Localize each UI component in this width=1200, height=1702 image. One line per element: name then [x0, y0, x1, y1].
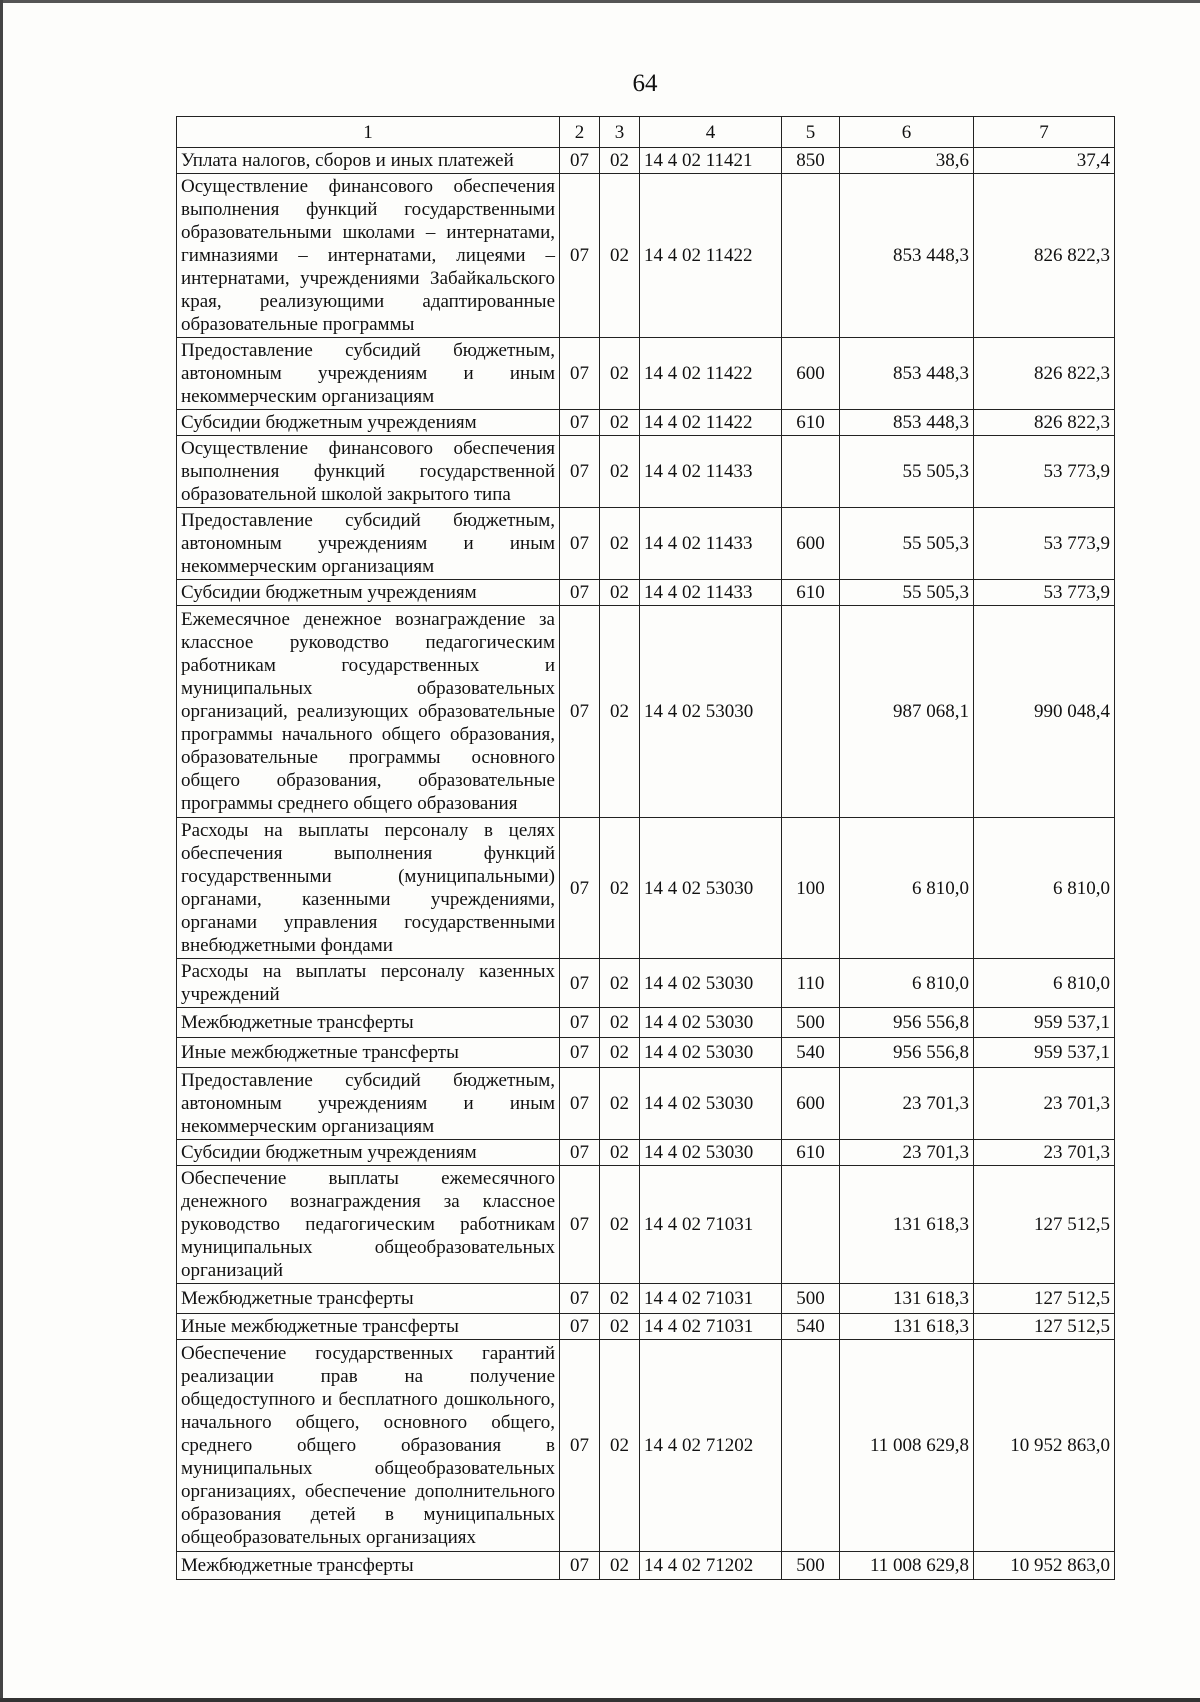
table-row — [177, 174, 1115, 338]
budget-table — [176, 116, 1115, 1580]
row-section: 07 — [560, 148, 600, 174]
table-row — [177, 436, 1115, 508]
header-row — [177, 117, 1115, 148]
row-expense-type: 610 — [782, 1140, 840, 1166]
row-amount-year-2: 990 048,4 — [974, 606, 1115, 818]
row-name: Субсидии бюджетным учреждениям — [177, 410, 560, 436]
row-name: Предоставление субсидий бюджетным, автономным учреждениям и иным некоммерческим организациям — [177, 508, 560, 580]
table-row — [177, 148, 1115, 174]
row-section: 07 — [560, 174, 600, 338]
row-amount-year-2: 826 822,3 — [974, 410, 1115, 436]
row-amount-year-2: 53 773,9 — [974, 436, 1115, 508]
row-expense-type: 500 — [782, 1008, 840, 1038]
row-subsection: 02 — [600, 1166, 640, 1284]
row-target-code: 14 4 02 53030 — [640, 818, 782, 959]
table-row — [177, 1552, 1115, 1580]
row-amount-year-1: 11 008 629,8 — [840, 1340, 974, 1552]
row-section: 07 — [560, 959, 600, 1008]
row-subsection: 02 — [600, 959, 640, 1008]
row-section: 07 — [560, 1314, 600, 1340]
row-name: Предоставление субсидий бюджетным, автономным учреждениям и иным некоммерческим организациям — [177, 338, 560, 410]
table-row — [177, 410, 1115, 436]
row-expense-type — [782, 606, 840, 818]
row-amount-year-2: 826 822,3 — [974, 174, 1115, 338]
row-amount-year-1: 853 448,3 — [840, 174, 974, 338]
row-name: Межбюджетные трансферты — [177, 1552, 560, 1580]
row-amount-year-1: 131 618,3 — [840, 1166, 974, 1284]
row-target-code: 14 4 02 53030 — [640, 1068, 782, 1140]
row-amount-year-2: 826 822,3 — [974, 338, 1115, 410]
row-amount-year-2: 6 810,0 — [974, 818, 1115, 959]
row-expense-type — [782, 436, 840, 508]
row-name: Осуществление финансового обеспечения выполнения функций государственными образовательными школами – интернатами, гимназиями – интернатами, лицеями – интернатами, учреждениями Забайкальского края, реализующими адаптированные образовательные программы — [177, 174, 560, 338]
row-subsection: 02 — [600, 1140, 640, 1166]
row-section: 07 — [560, 1038, 600, 1068]
header-col-7: 7 — [974, 117, 1115, 148]
row-amount-year-2: 959 537,1 — [974, 1008, 1115, 1038]
table-row — [177, 508, 1115, 580]
row-amount-year-1: 38,6 — [840, 148, 974, 174]
row-amount-year-2: 53 773,9 — [974, 580, 1115, 606]
row-amount-year-1: 131 618,3 — [840, 1284, 974, 1314]
row-target-code: 14 4 02 53030 — [640, 1038, 782, 1068]
scan-border-top — [0, 0, 1200, 3]
row-amount-year-1: 987 068,1 — [840, 606, 974, 818]
row-amount-year-1: 853 448,3 — [840, 410, 974, 436]
row-expense-type: 540 — [782, 1038, 840, 1068]
row-subsection: 02 — [600, 606, 640, 818]
row-subsection: 02 — [600, 338, 640, 410]
row-expense-type — [782, 174, 840, 338]
row-expense-type: 500 — [782, 1284, 840, 1314]
row-amount-year-1: 55 505,3 — [840, 580, 974, 606]
row-expense-type: 100 — [782, 818, 840, 959]
table-row — [177, 338, 1115, 410]
row-amount-year-2: 127 512,5 — [974, 1314, 1115, 1340]
row-amount-year-2: 127 512,5 — [974, 1166, 1115, 1284]
row-subsection: 02 — [600, 818, 640, 959]
table-row — [177, 1340, 1115, 1552]
table-row — [177, 1008, 1115, 1038]
row-name: Уплата налогов, сборов и иных платежей — [177, 148, 560, 174]
table-row — [177, 1068, 1115, 1140]
row-amount-year-2: 6 810,0 — [974, 959, 1115, 1008]
row-name: Обеспечение выплаты ежемесячного денежного вознаграждения за классное руководство педагогическим работникам муниципальных общеобразовательных организаций — [177, 1166, 560, 1284]
row-expense-type: 540 — [782, 1314, 840, 1340]
row-subsection: 02 — [600, 1284, 640, 1314]
row-subsection: 02 — [600, 410, 640, 436]
row-target-code: 14 4 02 11422 — [640, 338, 782, 410]
row-target-code: 14 4 02 71202 — [640, 1552, 782, 1580]
row-target-code: 14 4 02 11433 — [640, 508, 782, 580]
row-expense-type — [782, 1340, 840, 1552]
row-name: Иные межбюджетные трансферты — [177, 1314, 560, 1340]
row-name: Ежемесячное денежное вознаграждение за классное руководство педагогическим работникам государственных и муниципальных образовательных организаций, реализующих образовательные программы начального общего образования, образовательные программы основного общего образования, образовательные программы среднего общего образования — [177, 606, 560, 818]
table-row — [177, 1284, 1115, 1314]
row-subsection: 02 — [600, 1008, 640, 1038]
row-section: 07 — [560, 818, 600, 959]
row-amount-year-2: 10 952 863,0 — [974, 1552, 1115, 1580]
row-expense-type: 500 — [782, 1552, 840, 1580]
row-subsection: 02 — [600, 1552, 640, 1580]
row-amount-year-1: 853 448,3 — [840, 338, 974, 410]
row-target-code: 14 4 02 71031 — [640, 1284, 782, 1314]
row-name: Межбюджетные трансферты — [177, 1284, 560, 1314]
row-amount-year-1: 6 810,0 — [840, 818, 974, 959]
row-amount-year-1: 11 008 629,8 — [840, 1552, 974, 1580]
row-target-code: 14 4 02 11422 — [640, 410, 782, 436]
row-name: Обеспечение государственных гарантий реализации прав на получение общедоступного и бесплатного дошкольного, начального общего, основного общего, среднего общего образования в муниципальных общеобразовательных организациях, обеспечение дополнительного образования детей в муниципальных общеобразовательных организациях — [177, 1340, 560, 1552]
row-target-code: 14 4 02 71031 — [640, 1166, 782, 1284]
row-name: Расходы на выплаты персоналу казенных учреждений — [177, 959, 560, 1008]
row-section: 07 — [560, 1166, 600, 1284]
table-header — [177, 117, 1115, 148]
table-row — [177, 1314, 1115, 1340]
row-section: 07 — [560, 1552, 600, 1580]
row-target-code: 14 4 02 11433 — [640, 580, 782, 606]
row-amount-year-1: 956 556,8 — [840, 1038, 974, 1068]
row-subsection: 02 — [600, 1314, 640, 1340]
row-target-code: 14 4 02 71202 — [640, 1340, 782, 1552]
row-name: Иные межбюджетные трансферты — [177, 1038, 560, 1068]
scan-border-left — [0, 0, 3, 1702]
row-target-code: 14 4 02 53030 — [640, 1140, 782, 1166]
row-expense-type — [782, 1166, 840, 1284]
row-target-code: 14 4 02 71031 — [640, 1314, 782, 1340]
row-target-code: 14 4 02 11421 — [640, 148, 782, 174]
row-expense-type: 600 — [782, 1068, 840, 1140]
row-subsection: 02 — [600, 1068, 640, 1140]
row-amount-year-1: 55 505,3 — [840, 436, 974, 508]
row-amount-year-1: 23 701,3 — [840, 1140, 974, 1166]
table-row — [177, 818, 1115, 959]
row-name: Субсидии бюджетным учреждениям — [177, 1140, 560, 1166]
row-section: 07 — [560, 1284, 600, 1314]
header-col-6: 6 — [840, 117, 974, 148]
row-amount-year-2: 23 701,3 — [974, 1068, 1115, 1140]
table-row — [177, 606, 1115, 818]
row-subsection: 02 — [600, 1340, 640, 1552]
row-target-code: 14 4 02 53030 — [640, 1008, 782, 1038]
row-amount-year-2: 37,4 — [974, 148, 1115, 174]
table-body — [177, 148, 1115, 1580]
row-section: 07 — [560, 1068, 600, 1140]
row-name: Субсидии бюджетным учреждениям — [177, 580, 560, 606]
row-expense-type: 610 — [782, 410, 840, 436]
row-target-code: 14 4 02 53030 — [640, 959, 782, 1008]
table-row — [177, 1038, 1115, 1068]
row-amount-year-1: 55 505,3 — [840, 508, 974, 580]
table-row — [177, 959, 1115, 1008]
row-expense-type: 600 — [782, 338, 840, 410]
row-section: 07 — [560, 436, 600, 508]
row-section: 07 — [560, 338, 600, 410]
row-expense-type: 610 — [782, 580, 840, 606]
row-section: 07 — [560, 606, 600, 818]
row-amount-year-2: 23 701,3 — [974, 1140, 1115, 1166]
table-row — [177, 1140, 1115, 1166]
row-name: Расходы на выплаты персоналу в целях обеспечения выполнения функций государственными (муниципальными) органами, казенными учреждениями, органами управления государственными внебюджетными фондами — [177, 818, 560, 959]
row-amount-year-2: 959 537,1 — [974, 1038, 1115, 1068]
row-section: 07 — [560, 1340, 600, 1552]
row-amount-year-1: 956 556,8 — [840, 1008, 974, 1038]
row-section: 07 — [560, 1140, 600, 1166]
row-section: 07 — [560, 508, 600, 580]
row-subsection: 02 — [600, 580, 640, 606]
row-section: 07 — [560, 1008, 600, 1038]
row-subsection: 02 — [600, 508, 640, 580]
row-expense-type: 850 — [782, 148, 840, 174]
header-col-4: 4 — [640, 117, 782, 148]
header-col-5: 5 — [782, 117, 840, 148]
row-expense-type: 110 — [782, 959, 840, 1008]
row-amount-year-2: 127 512,5 — [974, 1284, 1115, 1314]
row-subsection: 02 — [600, 1038, 640, 1068]
row-amount-year-2: 10 952 863,0 — [974, 1340, 1115, 1552]
row-name: Предоставление субсидий бюджетным, автономным учреждениям и иным некоммерческим организациям — [177, 1068, 560, 1140]
table-row — [177, 1166, 1115, 1284]
row-amount-year-1: 131 618,3 — [840, 1314, 974, 1340]
header-col-2: 2 — [560, 117, 600, 148]
row-amount-year-1: 23 701,3 — [840, 1068, 974, 1140]
row-amount-year-2: 53 773,9 — [974, 508, 1115, 580]
row-subsection: 02 — [600, 148, 640, 174]
header-col-3: 3 — [600, 117, 640, 148]
row-name: Осуществление финансового обеспечения выполнения функций государственной образовательной школой закрытого типа — [177, 436, 560, 508]
scan-border-bottom — [0, 1698, 1200, 1702]
row-name: Межбюджетные трансферты — [177, 1008, 560, 1038]
table-row — [177, 580, 1115, 606]
row-section: 07 — [560, 410, 600, 436]
row-subsection: 02 — [600, 174, 640, 338]
row-amount-year-1: 6 810,0 — [840, 959, 974, 1008]
row-target-code: 14 4 02 11422 — [640, 174, 782, 338]
row-target-code: 14 4 02 53030 — [640, 606, 782, 818]
page-number: 64 — [632, 70, 658, 97]
row-subsection: 02 — [600, 436, 640, 508]
row-target-code: 14 4 02 11433 — [640, 436, 782, 508]
row-section: 07 — [560, 580, 600, 606]
row-expense-type: 600 — [782, 508, 840, 580]
header-col-1: 1 — [177, 117, 560, 148]
